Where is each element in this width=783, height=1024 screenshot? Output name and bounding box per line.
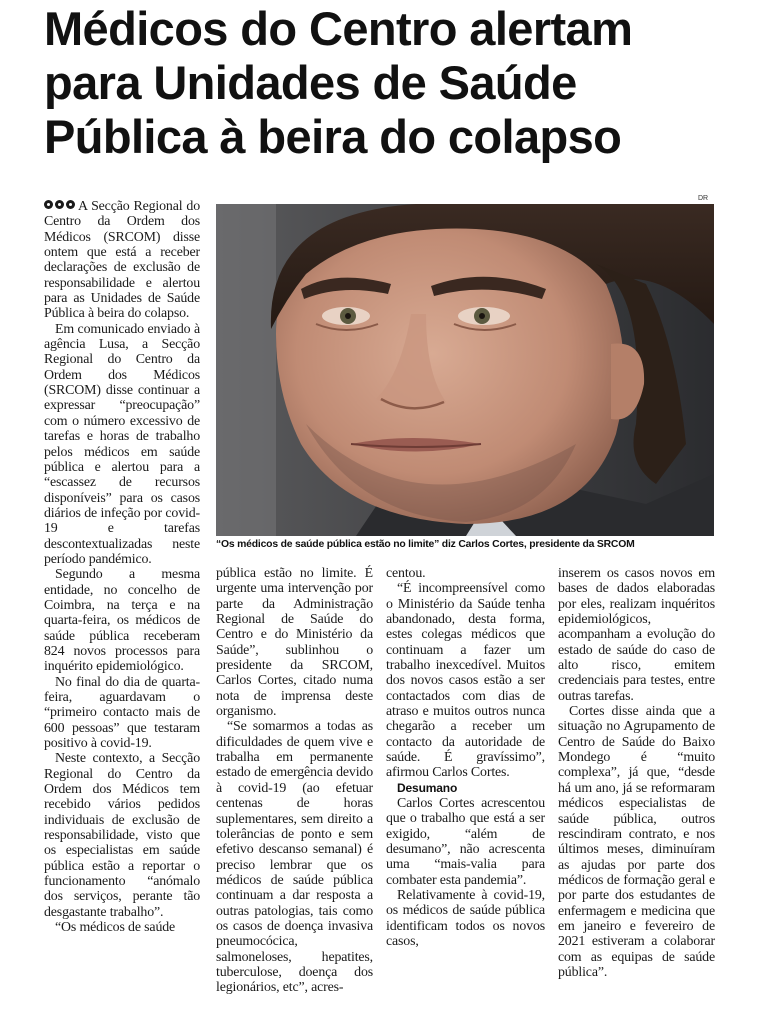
paragraph: “Se somarmos a todas as dificuldades de quem vive e trabalha em permanente estado de emergência devido à covid-19 (ao efetuar centenas de horas suplementares, sem direito a tolerâncias de ponto e sem efetivo descanso semanal) é preciso lembrar que os médicos de saúde pública continuam a dar resposta a outras patologias, tais como os casos de doença invasiva pneumocócica, salmoneloses, hepatites, tuberculose, doença dos legionários, etc”, acres- <box>216 719 373 996</box>
paragraph: Em comunicado enviado à agência Lusa, a Secção Regional do Centro da Ordem dos Médicos (SRCOM) disse continuar a expressar “preocupação” com o número excessivo de tarefas e horas de trabalho pelos médicos em saúde pública e alertou para a “escassez de recursos disponíveis” para os casos diários de infeção por covid-19 e tarefas descontextualizadas neste período pandémico. <box>44 321 200 567</box>
article-column-4 <box>558 566 715 980</box>
paragraph: “Os médicos de saúde <box>55 920 176 936</box>
section-subheading: Desumano <box>397 780 458 795</box>
headline-line-2: para Unidades de Saúde <box>44 56 577 109</box>
paragraph: centou. <box>386 566 426 581</box>
article-column-1 <box>44 199 200 936</box>
paragraph: Carlos Cortes acrescentou que o trabalho que está a ser exigido, “além de desumano”, não acrescenta uma “mais-valia para combater esta pandemia”. <box>386 795 545 888</box>
paragraph: Segundo a mesma entidade, no concelho de Coimbra, na terça e na quarta-feira, os médicos de saúde pública receberam 824 novos processos para inquérito epidemiológico. <box>44 567 200 675</box>
paragraph: pública estão no limite. É urgente uma intervenção por parte da Administração Regional de Saúde do Centro e do Ministério da Saúde”, sublinhou o presidente da SRCOM, Carlos Cortes, citado numa nota de imprensa deste organismo. <box>216 566 373 720</box>
paragraph: Cortes disse ainda que a situação no Agrupamento de Centro de Saúde do Baixo Mondego é “muito complexa”, já que, “desde há um ano, já se reformaram médicos especialistas de saúde pública, outros rescindiram contrato, e nos últimos meses, diminuíram as ajudas por parte dos médicos de formação geral e por parte dos estudantes de enfermagem e medicina que em janeiro e fevereiro de 2021 estiveram a colaborar com as equipas de saúde pública”. <box>558 704 715 980</box>
article-headline <box>44 2 779 164</box>
paragraph: inserem os casos novos em bases de dados elaboradas por eles, realizam inquéritos epidemiológicos, acompanham a evolução do estado de saúde do caso de alto risco, emitem credenciais para testes, entre outras tarefas. <box>558 566 715 704</box>
paragraph: No final do dia de quarta-feira, aguardavam o “primeiro contacto mais de 600 pessoas” que testaram positivo à covid-19. <box>44 674 200 752</box>
paragraph: “É incompreensível como o Ministério da Saúde tenha abandonado, desta forma, estes colegas médicos que continuam a fazer um trabalho inexcedível. Muitos dos novos casos estão a ser contactados com dias de atraso e muitos outros nunca chegarão a receber um contacto da autoridade de saúde. É gravíssimo”, afirmou Carlos Cortes. <box>386 581 545 781</box>
photo-caption: “Os médicos de saúde pública estão no limite” diz Carlos Cortes, presidente da SRCOM <box>216 539 635 550</box>
lead-text: A Secção Regional do Centro da Ordem dos Médicos (SRCOM) disse ontem que está a receber declarações de exclusão de responsabilidade e alertou para as Unidades de Saúde Pública à beira do colapso. <box>44 199 200 322</box>
headline-line-3: Pública à beira do colapso <box>44 110 622 163</box>
paragraph: Relativamente à covid-19, os médicos de saúde pública identificam todos os novos casos, <box>386 887 545 949</box>
paragraph: Neste contexto, a Secção Regional do Centro da Ordem dos Médicos tem recebido vários pedidos individuais de exclusão de responsabilidade, visto que os especialistas em saúde pública estão a reportar o funcionamento “anómalo dos serviços, perante tão desgastante trabalho”. <box>44 751 200 920</box>
portrait-photo <box>216 204 714 536</box>
bullet-dots-icon <box>44 200 75 209</box>
article-column-2 <box>216 566 373 996</box>
paragraph <box>44 199 200 322</box>
headline-line-1: Médicos do Centro alertam <box>44 2 633 55</box>
photo-credit: DR <box>698 195 709 202</box>
article-column-3 <box>386 566 545 949</box>
portrait-illustration <box>216 204 714 536</box>
